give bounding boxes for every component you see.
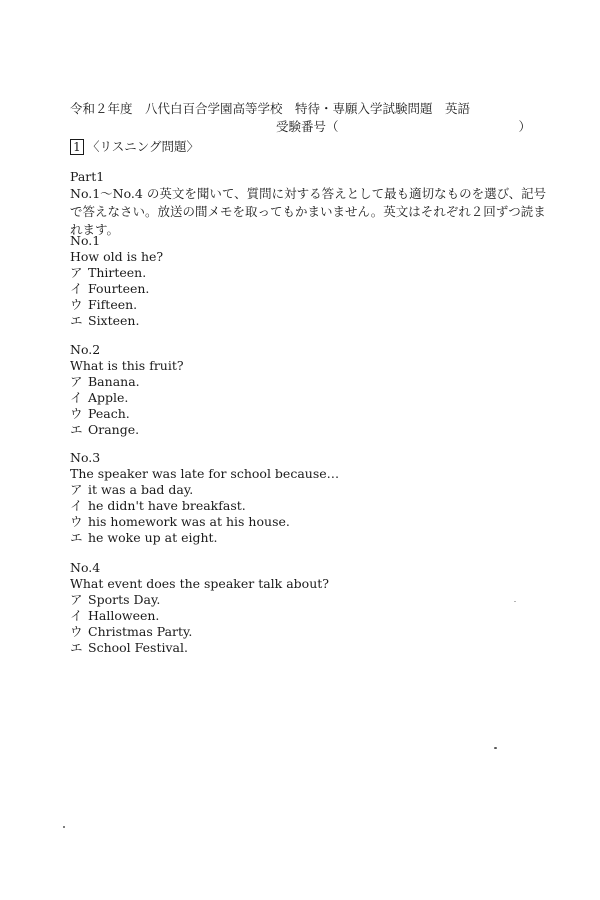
question-prompt: What event does the speaker talk about?: [70, 576, 329, 591]
choice-list: [70, 265, 550, 329]
exam-number-close: ）: [518, 119, 532, 134]
choice-item: [70, 374, 550, 390]
choice-mark: ウ: [70, 297, 83, 312]
choice-mark: イ: [70, 281, 83, 296]
scan-speck: [514, 601, 516, 602]
section-heading: [70, 139, 199, 155]
choice-mark: イ: [70, 608, 83, 623]
choice-text: Orange.: [88, 422, 140, 437]
choice-item: [70, 297, 550, 313]
question-prompt: What is this fruit?: [70, 358, 184, 373]
choice-text: School Festival.: [88, 640, 188, 655]
scan-speck: [494, 747, 497, 749]
choice-item: [70, 482, 550, 498]
choice-mark: ウ: [70, 406, 83, 421]
choice-mark: イ: [70, 498, 83, 513]
choice-text: he woke up at eight.: [88, 530, 218, 545]
choice-list: [70, 592, 550, 656]
scan-speck: [63, 826, 65, 828]
question-block: [70, 560, 550, 656]
choice-text: Banana.: [88, 374, 140, 389]
choice-item: [70, 498, 550, 514]
choice-item: [70, 514, 550, 530]
choice-item: [70, 422, 550, 438]
choice-item: [70, 530, 550, 546]
section-title: 〈リスニング問題〉: [87, 139, 200, 154]
choice-mark: ウ: [70, 624, 83, 639]
choice-list: [70, 482, 550, 546]
choice-list: [70, 374, 550, 438]
choice-item: [70, 406, 550, 422]
question-number: No.4: [70, 560, 101, 575]
choice-item: [70, 265, 550, 281]
choice-text: he didn't have breakfast.: [88, 498, 246, 513]
choice-text: Peach.: [88, 406, 130, 421]
choice-text: it was a bad day.: [88, 482, 194, 497]
question-number: No.2: [70, 342, 101, 357]
choice-mark: エ: [70, 530, 83, 545]
choice-item: [70, 608, 550, 624]
choice-mark: ア: [70, 482, 83, 497]
choice-mark: ア: [70, 265, 83, 280]
question-block: [70, 450, 550, 546]
choice-mark: ア: [70, 592, 83, 607]
choice-mark: エ: [70, 640, 83, 655]
choice-item: [70, 281, 550, 297]
section-number-box: 1: [70, 139, 84, 155]
question-prompt: The speaker was late for school because…: [70, 466, 340, 481]
choice-text: Fourteen.: [88, 281, 150, 296]
question-number: No.3: [70, 450, 101, 465]
choice-item: [70, 390, 550, 406]
part-label: Part1: [70, 169, 105, 184]
choice-item: [70, 624, 550, 640]
question-block: [70, 233, 550, 329]
question-prompt: How old is he?: [70, 249, 164, 264]
choice-item: [70, 640, 550, 656]
choice-item: [70, 313, 550, 329]
choice-text: Thirteen.: [88, 265, 147, 280]
choice-text: Halloween.: [88, 608, 160, 623]
choice-text: Apple.: [88, 390, 129, 405]
choice-item: [70, 592, 550, 608]
exam-number-field: [276, 119, 531, 135]
choice-text: Sports Day.: [88, 592, 161, 607]
exam-number-label: 受験番号（: [276, 119, 339, 134]
choice-mark: ウ: [70, 514, 83, 529]
part-instructions: No.1～No.4 の英文を聞いて、質問に対する答えとして最も適切なものを選び、記号で答えなさい。放送の間メモを取ってもかまいません。英文はそれぞれ２回ずつ読まれます。: [70, 186, 547, 237]
choice-text: Fifteen.: [88, 297, 138, 312]
choice-mark: イ: [70, 390, 83, 405]
choice-mark: エ: [70, 313, 83, 328]
choice-mark: エ: [70, 422, 83, 437]
question-block: [70, 342, 550, 438]
choice-text: Christmas Party.: [88, 624, 193, 639]
choice-text: his homework was at his house.: [88, 514, 290, 529]
exam-header-title: 令和２年度 八代白百合学園高等学校 特待・専願入学試験問題 英語: [70, 101, 471, 116]
choice-mark: ア: [70, 374, 83, 389]
question-number: No.1: [70, 233, 101, 248]
choice-text: Sixteen.: [88, 313, 140, 328]
